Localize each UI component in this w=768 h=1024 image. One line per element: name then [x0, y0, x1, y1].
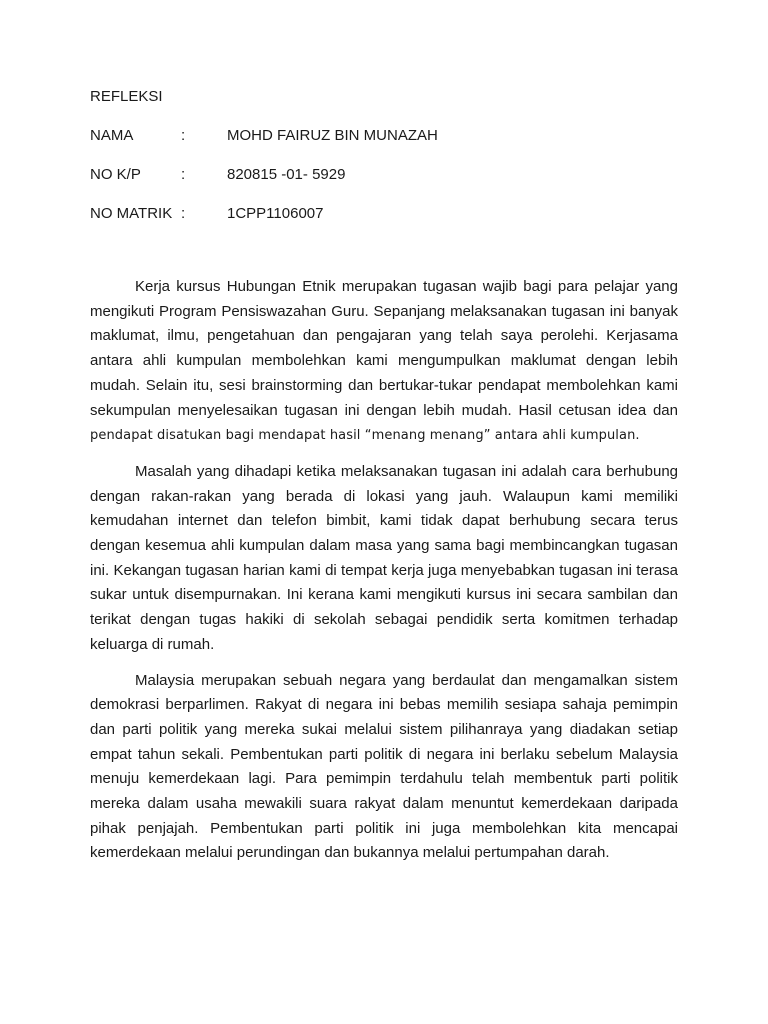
paragraph-text: Masalah yang dihadapi ketika melaksanakan tugasan ini adalah cara berhubung dengan rakan-rakan yang berada di lokasi yang jauh. Walaupun kami memiliki kemudahan internet dan telefon bimbit, kami tidak dapat berhubung secara terus dengan kesemua ahli kumpulan dalam masa yang sama bagi membincangkan tugasan ini. Kekangan tugasan harian kami di tempat kerja juga menyebabkan tugasan ini terasa sukar untuk disempurnakan. Ini kerana kami mengikuti kursus ini secara sambilan dan terikat dengan tugas hakiki di sekolah sebagai pendidik serta komitmen terhadap keluarga di rumah. — [90, 462, 678, 653]
paragraph-text: Kerja kursus Hubungan Etnik merupakan tugasan wajib bagi para pelajar yang mengikuti Program Pensiswazahan Guru. Sepanjang melaksanakan tugasan ini banyak maklumat, ilmu, pengetahuan dan pengajaran yang telah saya perolehi. Kerjasama antara ahli kumpulan membolehkan kami mengumpulkan maklumat dengan lebih mudah. Selain itu, sesi brainstorming dan bertukar-tukar pendapat membolehkan kami sekumpulan menyelesaikan tugasan ini dengan lebih mudah. Hasil cetusan idea dan — [90, 278, 678, 419]
info-value: MOHD FAIRUZ BIN MUNAZAH — [227, 127, 438, 144]
info-label: NAMA — [90, 127, 134, 144]
info-colon: : — [181, 166, 186, 183]
info-value: 820815 -01- 5929 — [227, 166, 346, 183]
paragraph-3 — [90, 669, 678, 867]
paragraph-tail-text: pendapat disatukan bagi mendapat hasil “menang menang” antara ahli kumpulan. — [90, 428, 640, 444]
paragraph-2 — [90, 460, 678, 658]
info-colon: : — [181, 127, 186, 144]
paragraph-text: Malaysia merupakan sebuah negara yang berdaulat dan mengamalkan sistem demokrasi berparlimen. Rakyat di negara ini bebas memilih sesiapa sahaja pemimpin dan parti politik yang mereka sukai melalui sistem pilihanraya yang diadakan setiap empat tahun sekali. Pembentukan parti politik di negara ini berlaku sebelum Malaysia menuju kemerdekaan lagi. Para pemimpin terdahulu telah membentuk parti politik mereka dalam usaha mewakili suara rakyat dalam menuntut kemerdekaan daripada pihak penjajah. Pembentukan parti politik ini juga membolehkan kita mencapai kemerdekaan melalui perundingan dan bukannya melalui pertumpahan darah. — [90, 671, 678, 862]
info-row-nama — [90, 126, 678, 146]
reflection-body — [90, 275, 678, 866]
paragraph-1 — [90, 275, 678, 449]
info-label: NO K/P — [90, 166, 141, 183]
info-value: 1CPP1106007 — [227, 205, 324, 222]
info-label: NO MATRIK — [90, 205, 173, 222]
document-title: REFLEKSI — [90, 88, 163, 105]
info-row-no-kp — [90, 165, 678, 185]
info-row-no-matrik — [90, 204, 678, 224]
info-colon: : — [181, 205, 186, 222]
